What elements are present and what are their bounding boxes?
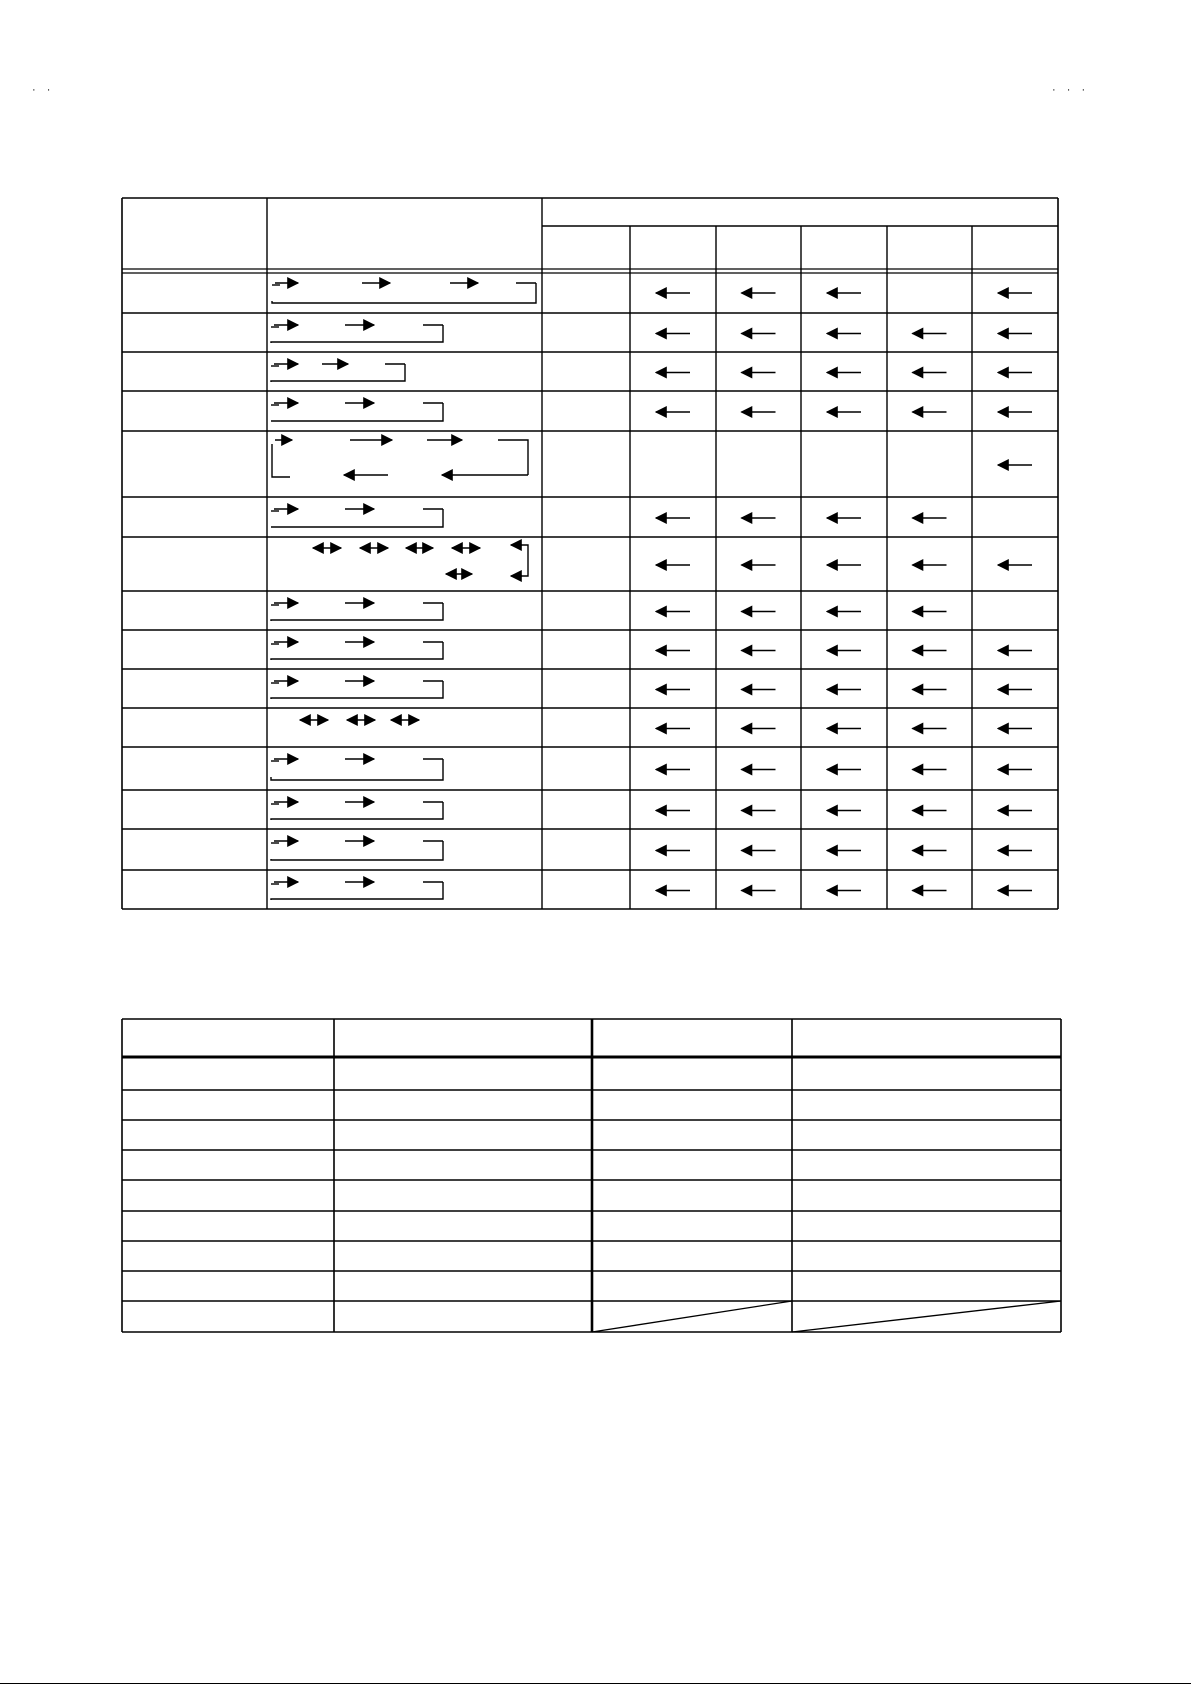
page-bottom-rule (0, 1683, 1191, 1684)
cycle-loop-line (520, 545, 528, 576)
cycle-loop-line (271, 642, 443, 660)
cycle-loop-line (271, 841, 443, 860)
table1-same-as-left-arrows (656, 293, 1032, 891)
cycle-loop-line (271, 882, 443, 900)
cycle-loop-line (271, 364, 405, 382)
table2-grid (122, 1019, 1061, 1332)
corner-mark-left: · · (32, 84, 55, 96)
cycle-loop-line (498, 440, 528, 475)
diagonal-slash-icon (592, 1301, 792, 1332)
cycle-loop-line (271, 681, 443, 699)
cycle-loop-line (272, 444, 290, 477)
cycle-loop-line (271, 403, 443, 421)
cycle-loop-line (271, 759, 443, 780)
cycle-loop-line (271, 509, 443, 527)
cycle-loop-line (271, 325, 443, 343)
cycle-loop-line (272, 283, 536, 303)
cycle-loop-line (271, 603, 443, 621)
table1-grid (122, 198, 1058, 909)
cycle-loop-line (271, 802, 443, 820)
diagonal-slash-icon (792, 1301, 1061, 1332)
corner-mark-right: · · · (1052, 84, 1090, 96)
